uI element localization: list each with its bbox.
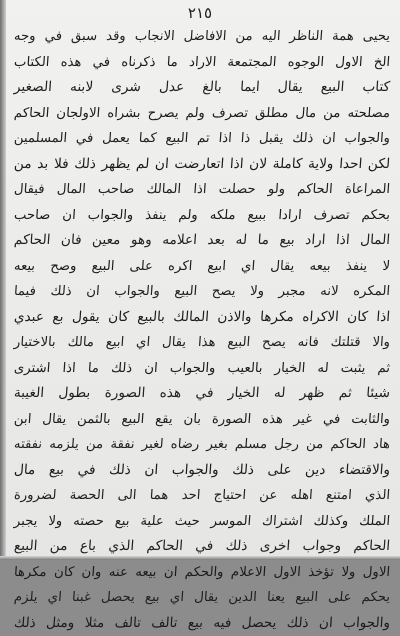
manuscript-line: والثابت في غير هذه الصورة بان يقع البيع بالثمن يقال ابن	[13, 407, 391, 433]
manuscript-line: والا قتلتك فانه يصح البيع هذا يقال اي ابيع مالك بالاختيار	[13, 330, 391, 356]
page-bottom-edge	[0, 556, 400, 560]
manuscript-line: يحيى همة الناظر اليه من الافاضل الانجاب وقد سبق في وجه	[13, 24, 391, 50]
manuscript-line: يحكم على البيع يعنا الدين يقال اي بيع يحصل غبنا اي يلزم	[13, 585, 391, 611]
manuscript-line: لكن احدا ولاية كاملة لان اذا اتعارضت ان لم يظهر ذلك فلا بد من	[13, 152, 391, 178]
manuscript-line: المال اذا اراد بيع ما له بعد اعلامه وهو معين فان الحاكم	[13, 228, 391, 254]
page-number: ٢١٥	[188, 4, 212, 22]
manuscript-line: الذي امتنع اهله عن احتياج احد هما الى الحصة لضرورة	[13, 483, 391, 509]
manuscript-line: المكره لانه مجبر ولا يصح البيع والجواب ان ذلك فيما	[13, 279, 391, 305]
manuscript-line: والجواب ان ذلك يحصل فيه بيع تالف تالف مثلا ومثل ذلك	[13, 611, 391, 636]
manuscript-line: الاول ولا تؤخذ الاول الاعلام والحكم ان بيعه عنه وان كان مكرها	[13, 560, 391, 586]
manuscript-line: شيئا ثم ظهر له الخيار في هذه الصورة بطول الغيبة	[13, 381, 391, 407]
manuscript-line: لا ينفذ بيعه يقال اي ابيع اكره على البيع وصح بيعه	[13, 254, 391, 280]
manuscript-line: والاقتضاء دين على ذلك والجواب ان ذلك في بيع مال	[13, 458, 391, 484]
manuscript-line: مصلحته من مال مطلق تصرف ولم يصرح بشراه الاولجان الحاكم	[13, 101, 391, 127]
manuscript-line: هاد الحاكم من رجل مسلم بغير رضاه لغير نفقة من يلزمه نفقته	[13, 432, 391, 458]
manuscript-line: ثم يثبت له الخيار بالعيب والجواب ان ذلك ما اذا اشترى	[13, 356, 391, 382]
manuscript-text-block	[14, 24, 390, 636]
manuscript-line: المراعاة الحاكم ولو حصلت اذا المالك صاحب المال فيقال	[13, 177, 391, 203]
manuscript-line: والجواب ان ذلك يقبل ذا اذا تم البيع كما يعمل في المسلمين	[13, 126, 391, 152]
manuscript-line: الملك وكذلك اشتراك الموسر حيث علية بيع حصته ولا يجبر	[13, 509, 391, 535]
manuscript-line: اذا كان الاكراه مكرها والاذن المالك بالبيع كان يقول بع عبدي	[13, 305, 391, 331]
manuscript-line: بحكم تصرف ارادا ببيع ملكه ولم ينفذ والجواب ان صاحب	[13, 203, 391, 229]
page-edge-shadow	[0, 0, 6, 560]
manuscript-line: كتاب البيع يقال ايما بالغ عدل شرى لابنه الصغير	[13, 75, 391, 101]
manuscript-line: الحاكم وجواب اخرى ذلك في الحاكم الذي باع من البيع	[13, 534, 391, 560]
manuscript-line: الخ الاول الوجوه المجتمعة الاراد ما ذكرناه في هذه الكتاب	[13, 50, 391, 76]
